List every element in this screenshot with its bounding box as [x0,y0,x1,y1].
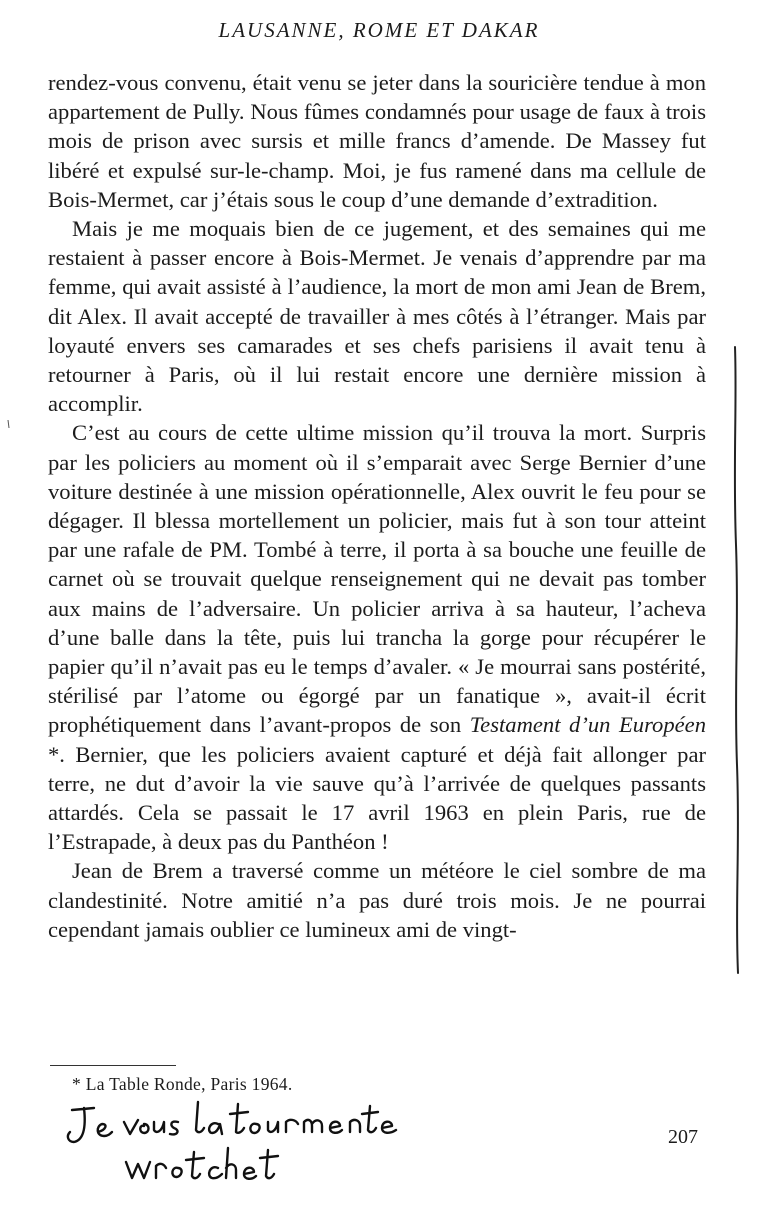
footnote-rule [50,1065,176,1066]
paragraph-2: Mais je me moquais bien de ce jugement, et des semaines qui me restaient à passer encore à Bois-Mermet. Je venais d’apprendre par ma femme, qui avait assisté à l’audience, la mort de mon ami Jean de Brem, dit Alex. Il avait accepté de travailler à mes côtés à l’étranger. Mais par loyauté envers ses camarades et ses chefs parisiens il avait tenu à retourner à Paris, où il lui restait encore une dernière mission à accomplir. [48,216,706,417]
paragraph-3-text-after: *. Bernier, que les policiers avaient capturé et déjà fait allonger par terre, ne dut d’avoir la vie sauve qu’à l’arrivée de quelques passants attardés. Cela se passait le 17 avril 1963 en plein Paris, rue de l’Estrapade, à deux pas du Panthéon ! [48,741,706,855]
paragraph-3-text-before: C’est au cours de cette ultime mission qu’il trouva la mort. Surpris par les policiers au moment où il s’emparait avec Serge Bernier d’une voiture destinée à une mission opérationnelle, Alex ouvrit le feu pour se dégager. Il blessa mortellement un policier, mais fut à son tour atteint par une rafale de PM. Tombé à terre, il porta à sa bouche une feuille de carnet où se trouvait quelque renseignement qui ne devait pas tomber aux mains de l’adversaire. Un policier arriva à sa hauteur, l’acheva d’une balle dans la tête, puis lui trancha la gorge pour récupérer le papier qu’il n’avait pas eu le temps d’avaler. « Je mourrai sans postérité, stérilisé par l’atome ou égorgé par un fanatique », avait-il écrit prophétiquement dans l’avant-propos de son [48,420,706,738]
handwritten-note [60,1096,400,1196]
running-head: LAUSANNE, ROME ET DAKAR [218,18,540,42]
body-text [48,68,706,944]
paragraph-4: Jean de Brem a traversé comme un météore le ciel sombre de ma clandestinité. Notre amitié n’a pas duré trois mois. Je ne pourrai cependant jamais oublier ce lumineux ami de vingt- [48,858,706,942]
scan-speck [6,420,10,428]
page-number: 207 [668,1126,698,1148]
book-title: Testament d’un Européen [469,712,706,738]
footnote: * La Table Ronde, Paris 1964. [72,1074,293,1094]
margin-mark-line [715,345,755,975]
paragraph-3 [48,418,706,856]
paragraph-1: rendez-vous convenu, était venu se jeter dans la souricière tendue à mon appartement de Pully. Nous fûmes condamnés pour usage de faux à trois mois de prison avec sursis et mille francs d’amende. De Massey fut libéré et expulsé sur-le-champ. Moi, je fus ramené dans ma cellule de Bois-Mermet, car j’étais sous le coup d’une demande d’extradition. [48,70,706,212]
